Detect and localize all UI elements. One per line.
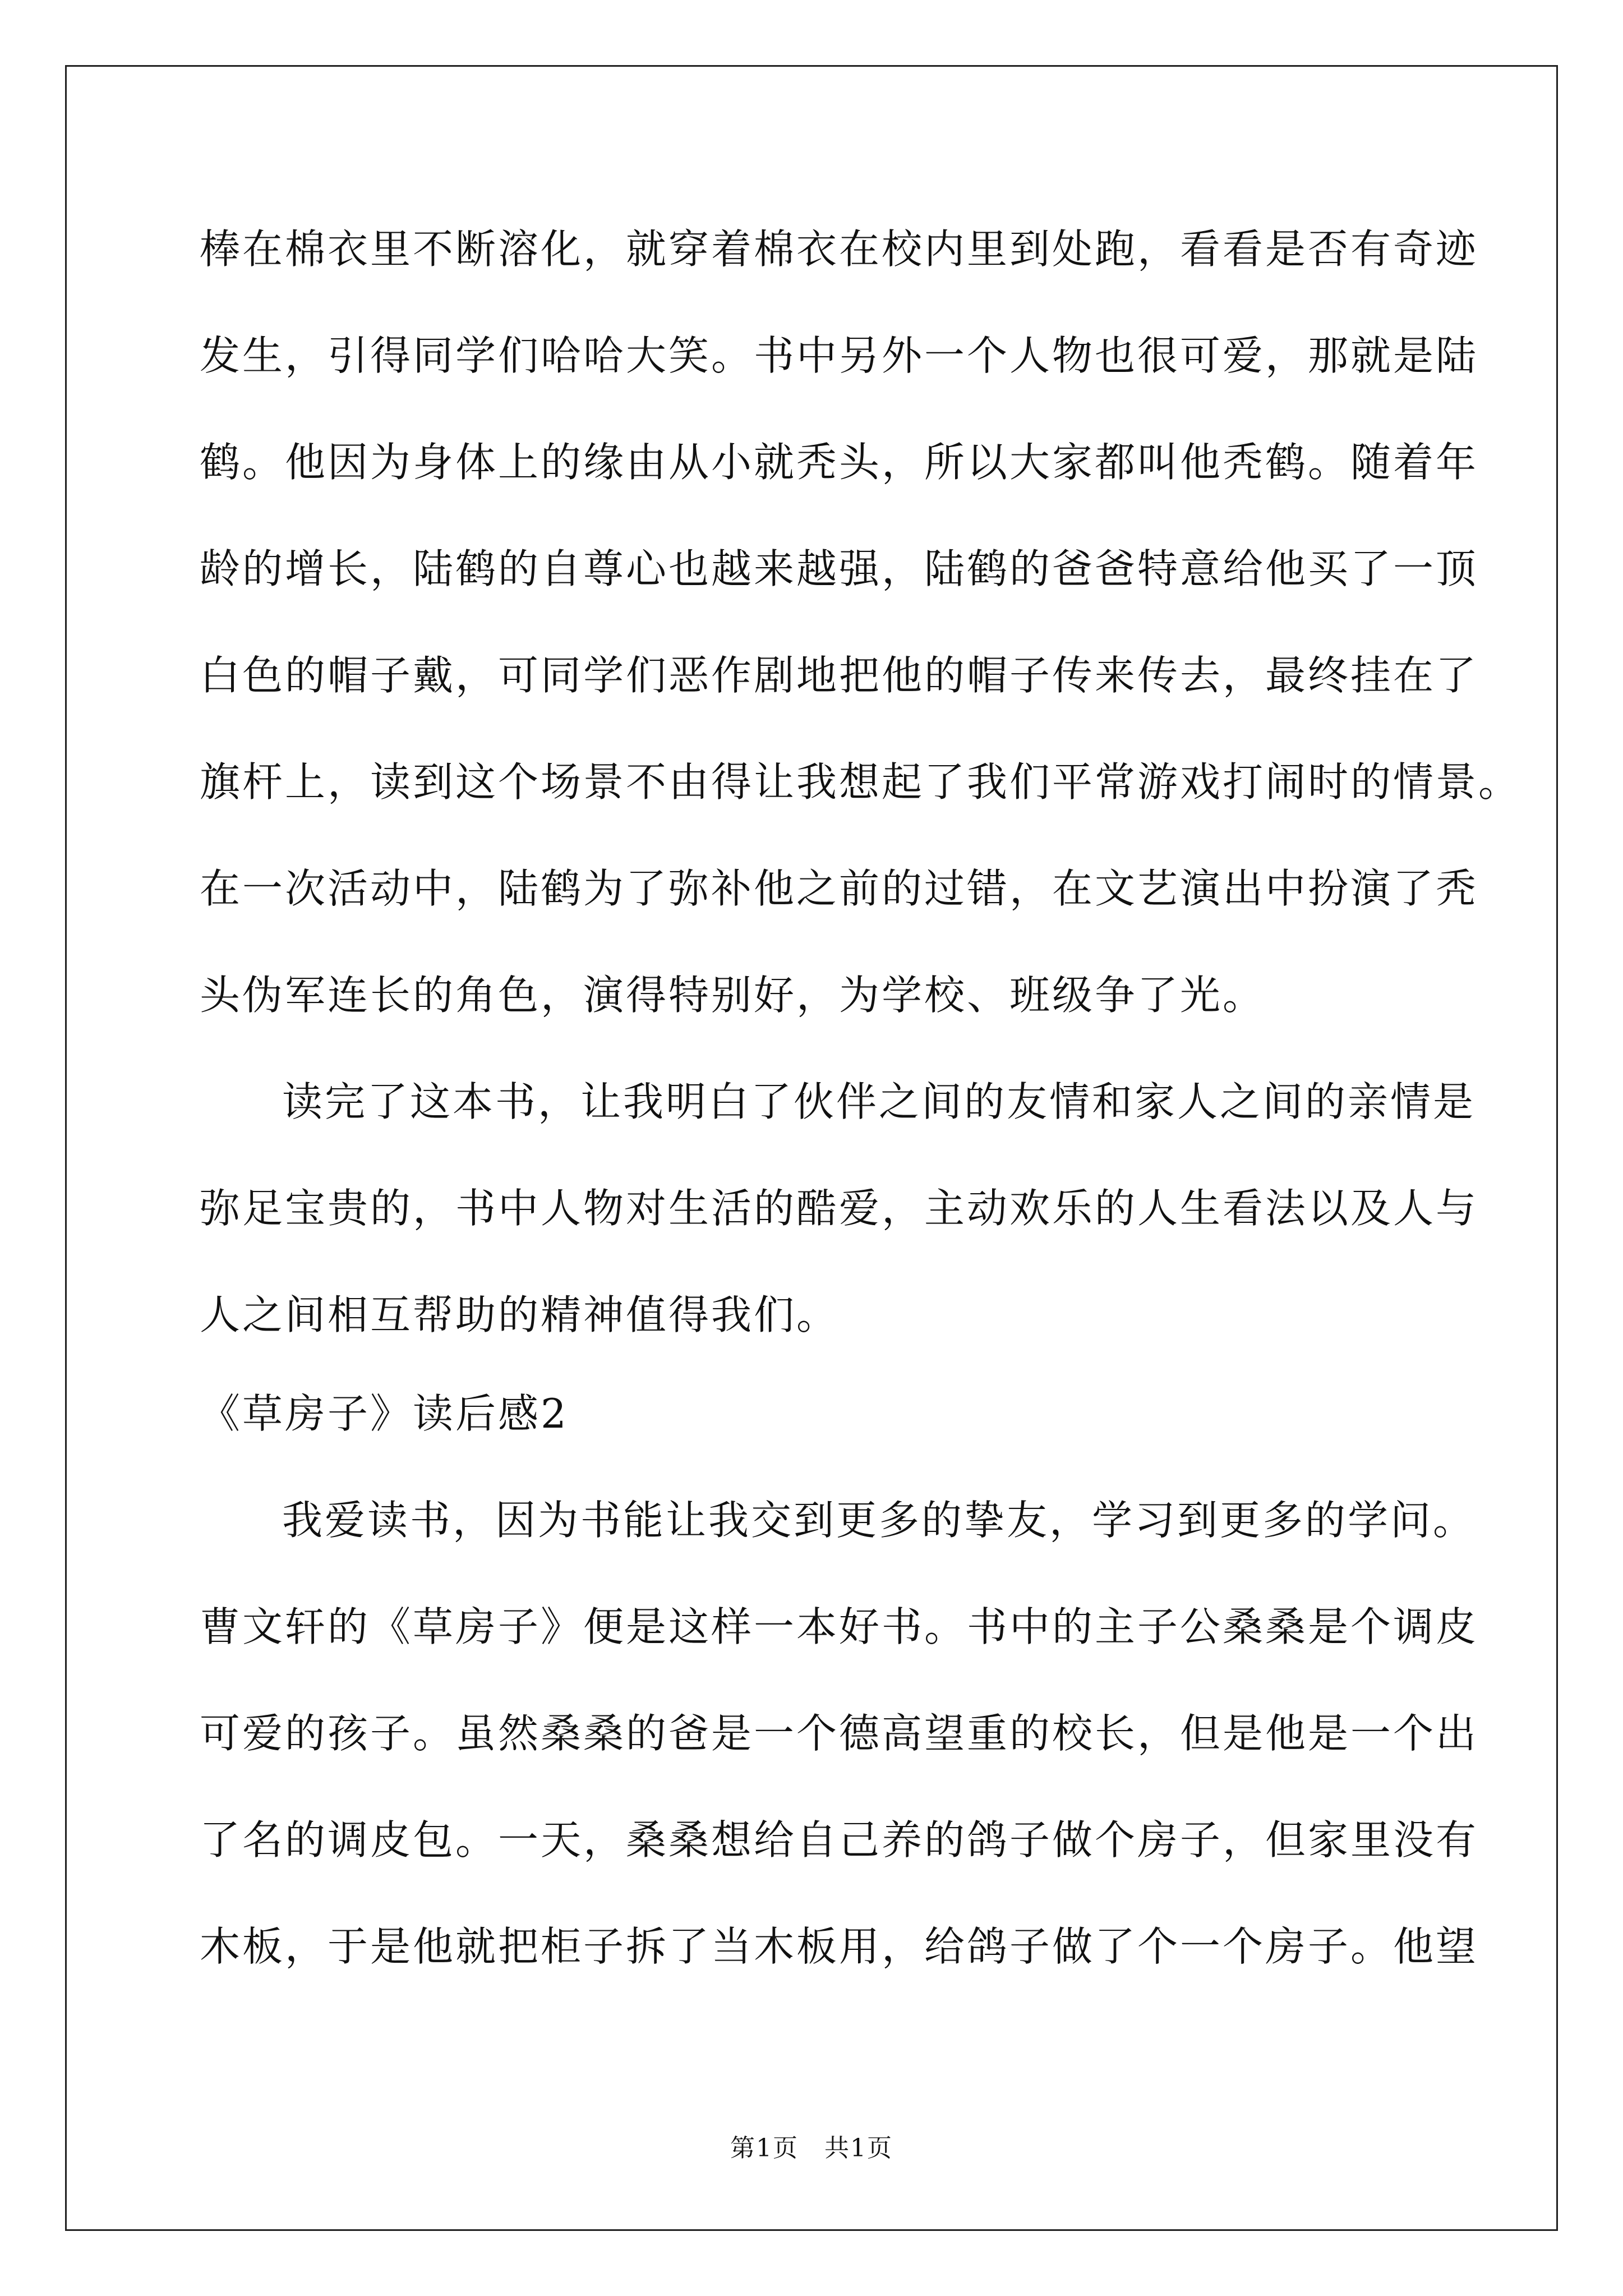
text-line: 曹文轩的《草房子》便是这样一本好书。书中的主子公桑桑是个调皮 — [200, 1603, 1479, 1650]
page-border — [65, 65, 1558, 2231]
text-line: 人之间相互帮助的精神值得我们。 — [200, 1291, 840, 1338]
paragraph-first-line: 读完了这本书，让我明白了伙伴之间的友情和家人之间的亲情是 — [282, 1078, 1476, 1125]
text-line: 棒在棉衣里不断溶化，就穿着棉衣在校内里到处跑，看看是否有奇迹 — [200, 226, 1479, 273]
section-heading: 《草房子》读后感2 — [200, 1390, 569, 1437]
text-line: 发生，引得同学们哈哈大笑。书中另外一个人物也很可爱，那就是陆 — [200, 332, 1479, 379]
text-line: 在一次活动中，陆鹤为了弥补他之前的过错，在文艺演出中扮演了秃 — [200, 865, 1479, 912]
text-line: 了名的调皮包。一天，桑桑想给自己养的鸽子做个房子，但家里没有 — [200, 1816, 1479, 1864]
text-line: 弥足宝贵的，书中人物对生活的酷爱，主动欢乐的人生看法以及人与 — [200, 1185, 1479, 1232]
text-line: 可爱的孩子。虽然桑桑的爸是一个德高望重的校长，但是他是一个出 — [200, 1710, 1479, 1757]
text-line: 龄的增长，陆鹤的自尊心也越来越强，陆鹤的爸爸特意给他买了一顶 — [200, 545, 1479, 592]
page-footer: 第1页 共1页 — [730, 2134, 893, 2162]
text-line: 木板，于是他就把柜子拆了当木板用，给鸽子做了个一个房子。他望 — [200, 1923, 1479, 1970]
text-line: 旗杆上，读到这个场景不由得让我想起了我们平常游戏打闹时的情景。 — [200, 758, 1521, 806]
text-line: 鹤。他因为身体上的缘由从小就秃头，所以大家都叫他秃鹤。随着年 — [200, 439, 1479, 486]
paragraph-first-line: 我爱读书，因为书能让我交到更多的挚友，学习到更多的学问。 — [282, 1497, 1476, 1544]
text-line: 白色的帽子戴，可同学们恶作剧地把他的帽子传来传去，最终挂在了 — [200, 652, 1479, 699]
text-line: 头伪军连长的角色，演得特别好，为学校、班级争了光。 — [200, 972, 1266, 1019]
